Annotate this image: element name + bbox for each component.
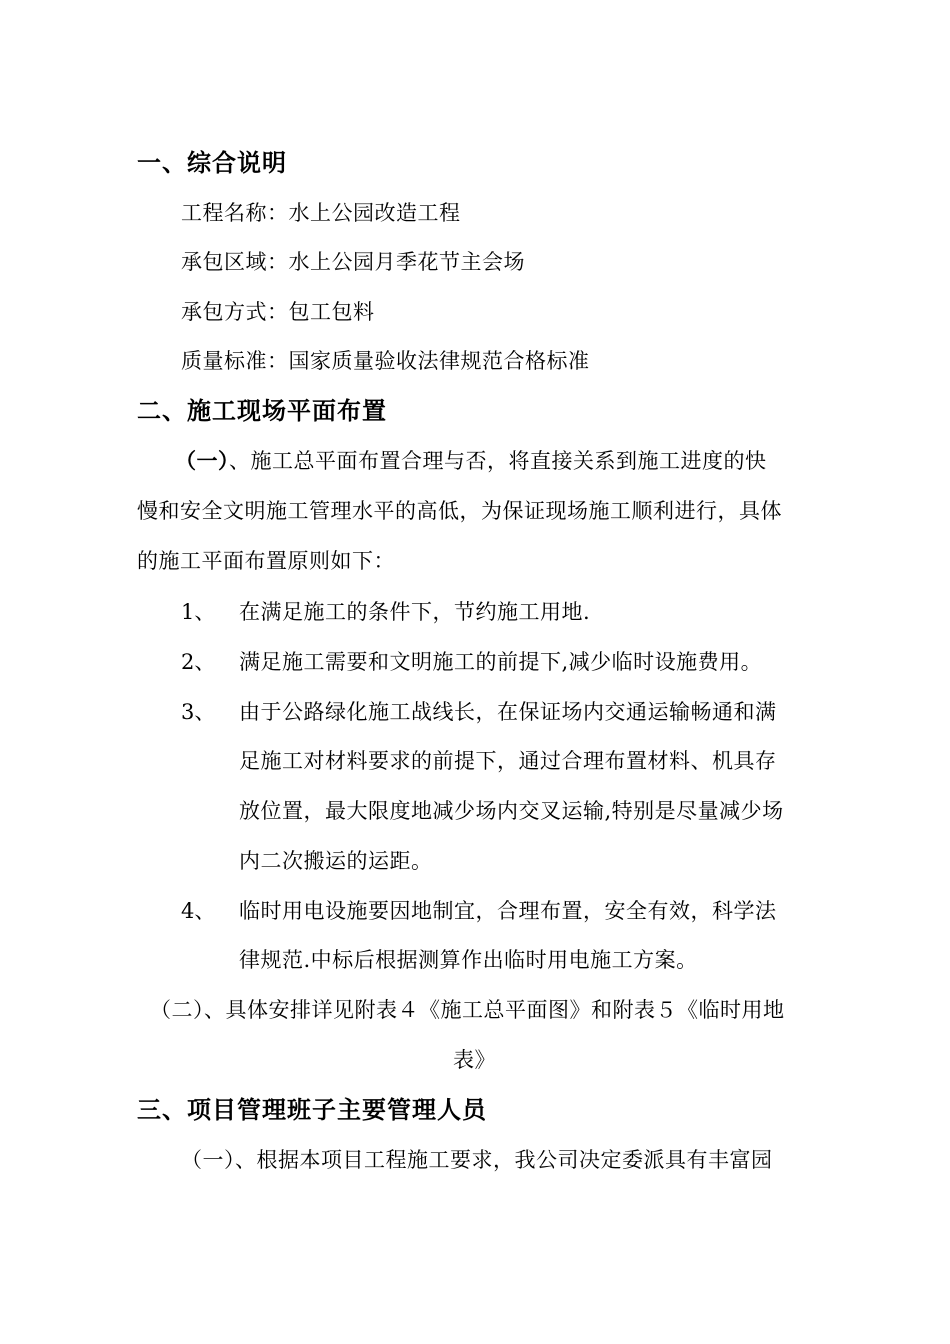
contract-area-line: 承包区域：水上公园月季花节主会场 xyxy=(181,250,525,274)
section-3-heading: 三、项目管理班子主要管理人员 xyxy=(137,1095,487,1124)
list-item-line: 满足施工需要和文明施工的前提下,减少临时设施费用。 xyxy=(239,650,763,674)
list-number: 4、 xyxy=(181,899,216,923)
section-1-heading: 一、综合说明 xyxy=(137,148,287,177)
paragraph-text: 、施工总平面布置合理与否，将直接关系到施工进度的快 xyxy=(229,449,767,473)
list-item-line: 由于公路绿化施工战线长，在保证场内交通运输畅通和满 xyxy=(239,700,777,724)
paragraph-line: （一）、根据本项目工程施工要求，我公司决定委派具有丰富园 xyxy=(181,1148,773,1172)
list-item-line: 临时用电设施要因地制宜，合理布置，安全有效，科学法 xyxy=(239,899,777,923)
list-number: 1、 xyxy=(181,600,216,624)
paragraph-marker: （一） xyxy=(175,448,229,473)
list-item-line: 在满足施工的条件下，节约施工用地. xyxy=(239,600,591,624)
quality-standard-line: 质量标准：国家质量验收法律规范合格标准 xyxy=(181,349,590,373)
contract-method-line: 承包方式：包工包料 xyxy=(181,300,375,324)
list-item-line: 内二次搬运的运距。 xyxy=(239,849,433,873)
project-name-line: 工程名称：水上公园改造工程 xyxy=(181,201,461,225)
paragraph-line: 的施工平面布置原则如下： xyxy=(137,549,395,573)
paragraph-line xyxy=(175,446,767,476)
paragraph-line: 慢和安全文明施工管理水平的高低，为保证现场施工顺利进行，具体 xyxy=(137,499,782,523)
paragraph-line: （二）、具体安排详见附表４《施工总平面图》和附表５《临时用地 xyxy=(150,998,785,1022)
list-item-line: 放位置，最大限度地减少场内交叉运输,特别是尽量减少场 xyxy=(239,799,784,823)
list-item-line: 足施工对材料要求的前提下，通过合理布置材料、机具存 xyxy=(239,749,777,773)
list-number: 2、 xyxy=(181,650,216,674)
paragraph-line: 表》 xyxy=(453,1048,496,1072)
list-number: 3、 xyxy=(181,700,216,724)
list-item-line: 律规范.中标后根据测算作出临时用电施工方案。 xyxy=(239,948,698,972)
section-2-heading: 二、施工现场平面布置 xyxy=(137,396,387,425)
